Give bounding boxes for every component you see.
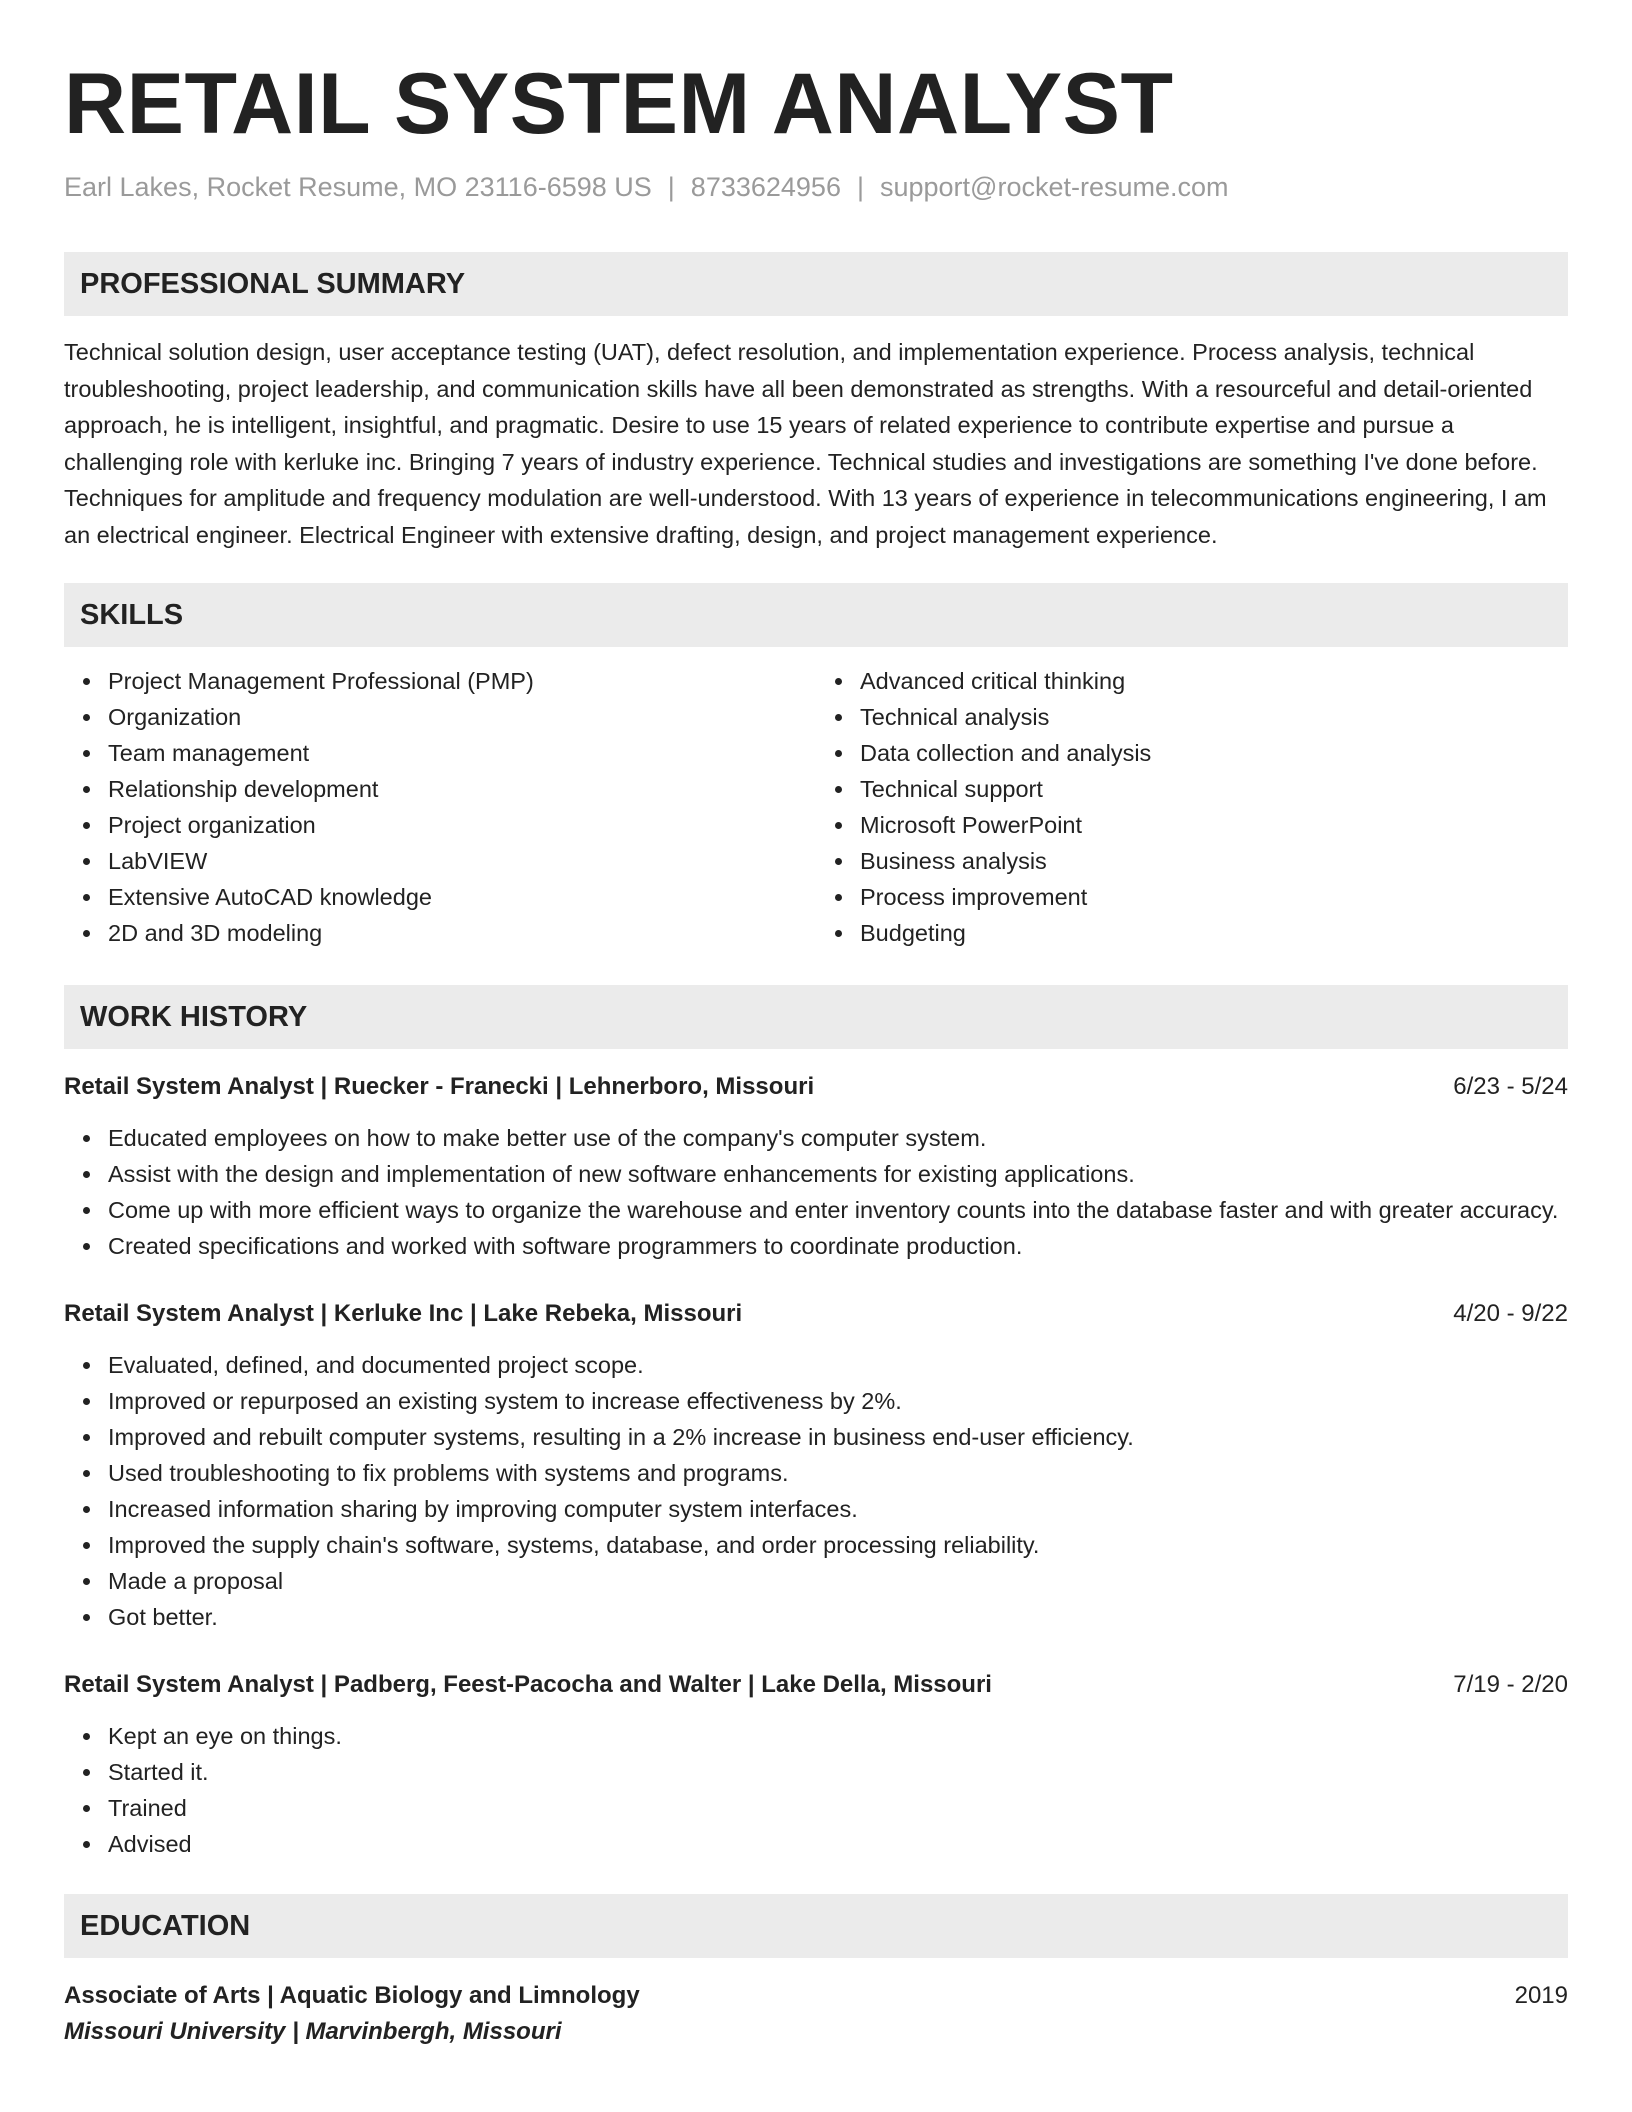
- skill-item: Organization: [108, 699, 816, 735]
- job-bullet: Come up with more efficient ways to organize the warehouse and enter inventory counts into the database faster and with greater accuracy.: [108, 1192, 1568, 1228]
- job-dates: 6/23 - 5/24: [1453, 1073, 1568, 1100]
- job-bullet: Improved or repurposed an existing system to increase effectiveness by 2%.: [108, 1383, 1568, 1419]
- job-entry: [64, 1069, 1568, 1264]
- job-bullet: Made a proposal: [108, 1563, 1568, 1599]
- education-year: 2019: [1514, 1982, 1568, 2009]
- skill-item: Relationship development: [108, 771, 816, 807]
- job-dates: 4/20 - 9/22: [1453, 1300, 1568, 1327]
- education-degree: Associate of Arts | Aquatic Biology and Limnology: [64, 1982, 640, 2009]
- section-header-summary: PROFESSIONAL SUMMARY: [64, 252, 1568, 316]
- contact-separator: |: [856, 172, 864, 202]
- job-bullet: Increased information sharing by improving computer system interfaces.: [108, 1491, 1568, 1527]
- skill-item: 2D and 3D modeling: [108, 915, 816, 951]
- job-bullet: Assist with the design and implementation of new software enhancements for existing applications.: [108, 1156, 1568, 1192]
- skill-item: Extensive AutoCAD knowledge: [108, 879, 816, 915]
- job-bullet: Kept an eye on things.: [108, 1718, 1568, 1754]
- contact-email: support@rocket-resume.com: [879, 172, 1229, 202]
- job-bullet: Started it.: [108, 1754, 1568, 1790]
- skill-item: LabVIEW: [108, 843, 816, 879]
- job-bullet: Trained: [108, 1790, 1568, 1826]
- contact-separator: |: [667, 172, 675, 202]
- skill-item: Data collection and analysis: [860, 735, 1568, 771]
- job-bullet: Improved and rebuilt computer systems, resulting in a 2% increase in business end-user efficiency.: [108, 1419, 1568, 1455]
- contact-address: Earl Lakes, Rocket Resume, MO 23116-6598 US: [64, 172, 652, 202]
- section-header-work-history: WORK HISTORY: [64, 985, 1568, 1049]
- skill-item: Technical analysis: [860, 699, 1568, 735]
- skill-item: Advanced critical thinking: [860, 663, 1568, 699]
- summary-text: Technical solution design, user acceptance testing (UAT), defect resolution, and implementation experience. Process analysis, technical troubleshooting, project leadership, and communication skills have all been demonstrated as strengths. With a resourceful and detail-oriented approach, he is intelligent, insightful, and pragmatic. Desire to use 15 years of related experience to contribute expertise and pursue a challenging role with kerluke inc. Bringing 7 years of industry experience. Technical studies and investigations are something I've done before. Techniques for amplitude and frequency modulation are well-understood. With 13 years of experience in telecommunications engineering, I am an electrical engineer. Electrical Engineer with extensive drafting, design, and project management experience.: [64, 339, 1547, 548]
- job-bullet: Got better.: [108, 1599, 1568, 1635]
- resume-title: RETAIL SYSTEM ANALYST: [64, 56, 1174, 152]
- job-bullet: Advised: [108, 1826, 1568, 1862]
- contact-line: [64, 170, 1568, 204]
- skill-item: Technical support: [860, 771, 1568, 807]
- skills-column-right: [816, 663, 1568, 951]
- job-title: Retail System Analyst | Kerluke Inc | Lake Rebeka, Missouri: [64, 1300, 743, 1327]
- skills-list: [64, 663, 1568, 951]
- education-heading-row: [64, 1978, 1568, 2014]
- job-bullet: Educated employees on how to make better use of the company's computer system.: [108, 1120, 1568, 1156]
- job-dates: 7/19 - 2/20: [1453, 1671, 1568, 1698]
- job-heading-row: [64, 1069, 1568, 1105]
- resume-page: [64, 0, 1568, 2050]
- contact-phone: 8733624956: [690, 172, 841, 202]
- section-header-skills: SKILLS: [64, 583, 1568, 647]
- skill-item: Business analysis: [860, 843, 1568, 879]
- job-bullets: [64, 1120, 1568, 1264]
- job-heading-row: [64, 1667, 1568, 1703]
- job-bullet: Used troubleshooting to fix problems with systems and programs.: [108, 1455, 1568, 1491]
- job-entry: [64, 1296, 1568, 1635]
- job-bullet: Evaluated, defined, and documented project scope.: [108, 1347, 1568, 1383]
- skill-item: Budgeting: [860, 915, 1568, 951]
- skill-item: Project Management Professional (PMP): [108, 663, 816, 699]
- job-bullet: Created specifications and worked with software programmers to coordinate production.: [108, 1228, 1568, 1264]
- skill-item: Process improvement: [860, 879, 1568, 915]
- skills-column-left: [64, 663, 816, 951]
- job-title: Retail System Analyst | Ruecker - Franecki | Lehnerboro, Missouri: [64, 1073, 815, 1100]
- skill-item: Microsoft PowerPoint: [860, 807, 1568, 843]
- section-header-education: EDUCATION: [64, 1894, 1568, 1958]
- education-school: Missouri University | Marvinbergh, Missouri: [64, 2018, 562, 2045]
- skill-item: Project organization: [108, 807, 816, 843]
- job-bullets: [64, 1347, 1568, 1635]
- job-title: Retail System Analyst | Padberg, Feest-Pacocha and Walter | Lake Della, Missouri: [64, 1671, 992, 1698]
- skill-item: Team management: [108, 735, 816, 771]
- job-bullets: [64, 1718, 1568, 1862]
- job-entry: [64, 1667, 1568, 1862]
- job-bullet: Improved the supply chain's software, systems, database, and order processing reliability.: [108, 1527, 1568, 1563]
- job-heading-row: [64, 1296, 1568, 1332]
